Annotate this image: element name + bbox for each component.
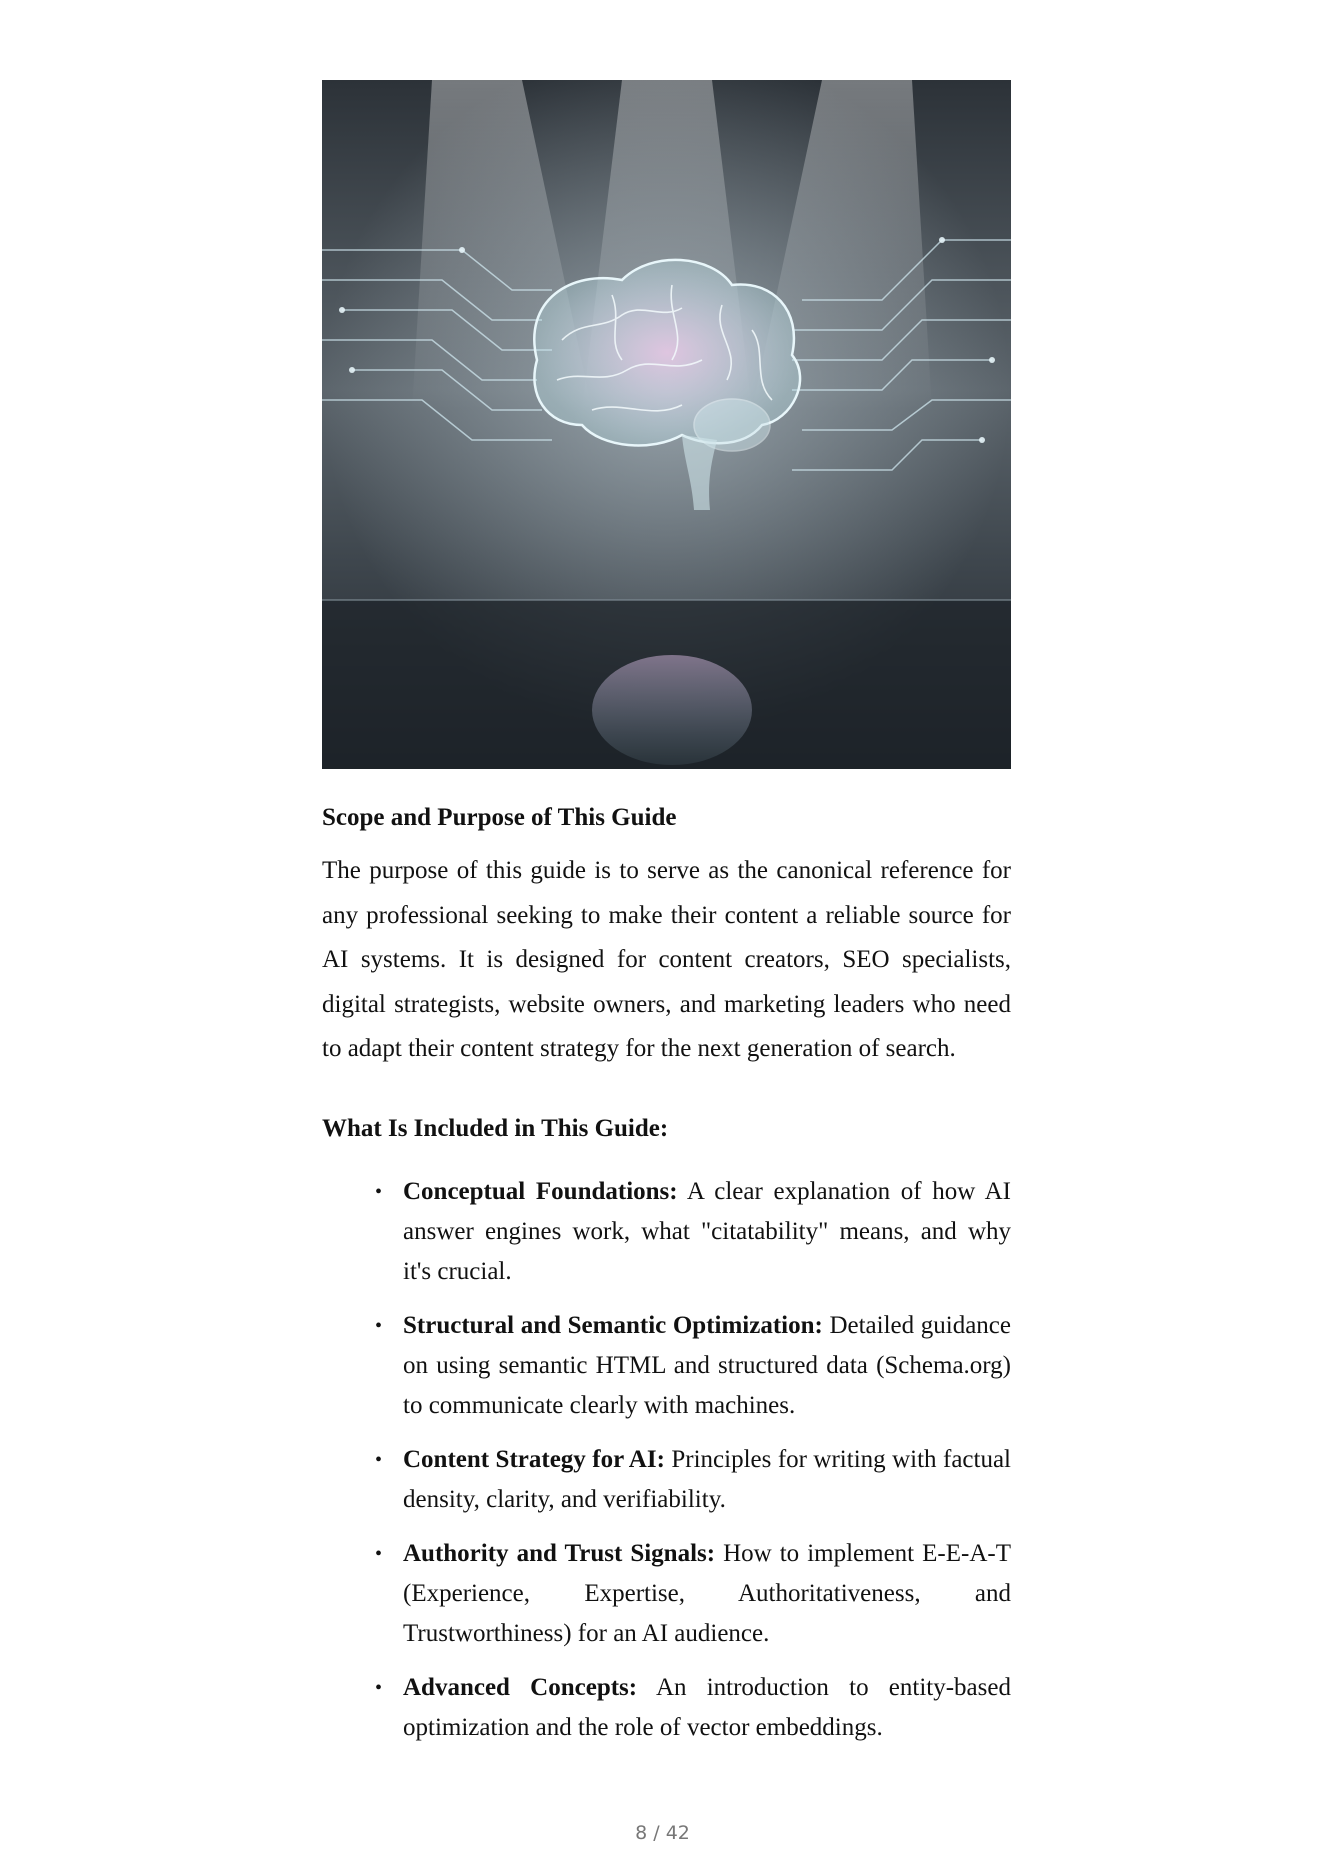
- list-item-term: Conceptual Foundations:: [403, 1177, 678, 1205]
- bullet-icon: •: [375, 1180, 383, 1203]
- list-item: [375, 1440, 1011, 1520]
- page-number: 8 / 42: [635, 1822, 690, 1844]
- list-item-text: How to implement E-E-A-T (Experience, Expertise, Authoritativeness, and Trustworthiness) for an AI audience.: [403, 1539, 1011, 1647]
- list-item-text: Detailed guidance on using semantic HTML and structured data (Schema.org) to communicate clearly with machines.: [403, 1311, 1011, 1419]
- bullet-icon: •: [375, 1542, 383, 1565]
- document-page: [322, 80, 1011, 1762]
- list-item-term: Content Strategy for AI:: [403, 1445, 665, 1473]
- list-item-text: A clear explanation of how AI answer engines work, what "citatability" means, and why it's crucial.: [403, 1177, 1011, 1285]
- list-item-term: Advanced Concepts:: [403, 1673, 638, 1701]
- scope-paragraph: The purpose of this guide is to serve as the canonical reference for any professional seeking to make their content a reliable source for AI systems. It is designed for content creators, SEO specialists, digital strategists, website owners, and marketing leaders who need to adapt their content strategy for the next generation of search.: [322, 857, 1011, 1062]
- list-item-term: Authority and Trust Signals:: [403, 1539, 716, 1567]
- list-item: [375, 1306, 1011, 1426]
- list-item: [375, 1172, 1011, 1292]
- bullet-icon: •: [375, 1676, 383, 1699]
- scope-section-title: Scope and Purpose of This Guide: [322, 804, 677, 831]
- list-item-text: An introduction to entity-based optimization and the role of vector embeddings.: [403, 1673, 1011, 1741]
- included-items-list: [322, 1172, 1011, 1748]
- included-section-title: What Is Included in This Guide:: [322, 1114, 669, 1142]
- brain-circuit-illustration: [322, 80, 1011, 769]
- list-item-term: Structural and Semantic Optimization:: [403, 1311, 823, 1339]
- list-item: [375, 1668, 1011, 1748]
- list-item-text: Principles for writing with factual density, clarity, and verifiability.: [403, 1445, 1011, 1513]
- bullet-icon: •: [375, 1448, 383, 1471]
- bullet-icon: •: [375, 1314, 383, 1337]
- list-item: [375, 1534, 1011, 1654]
